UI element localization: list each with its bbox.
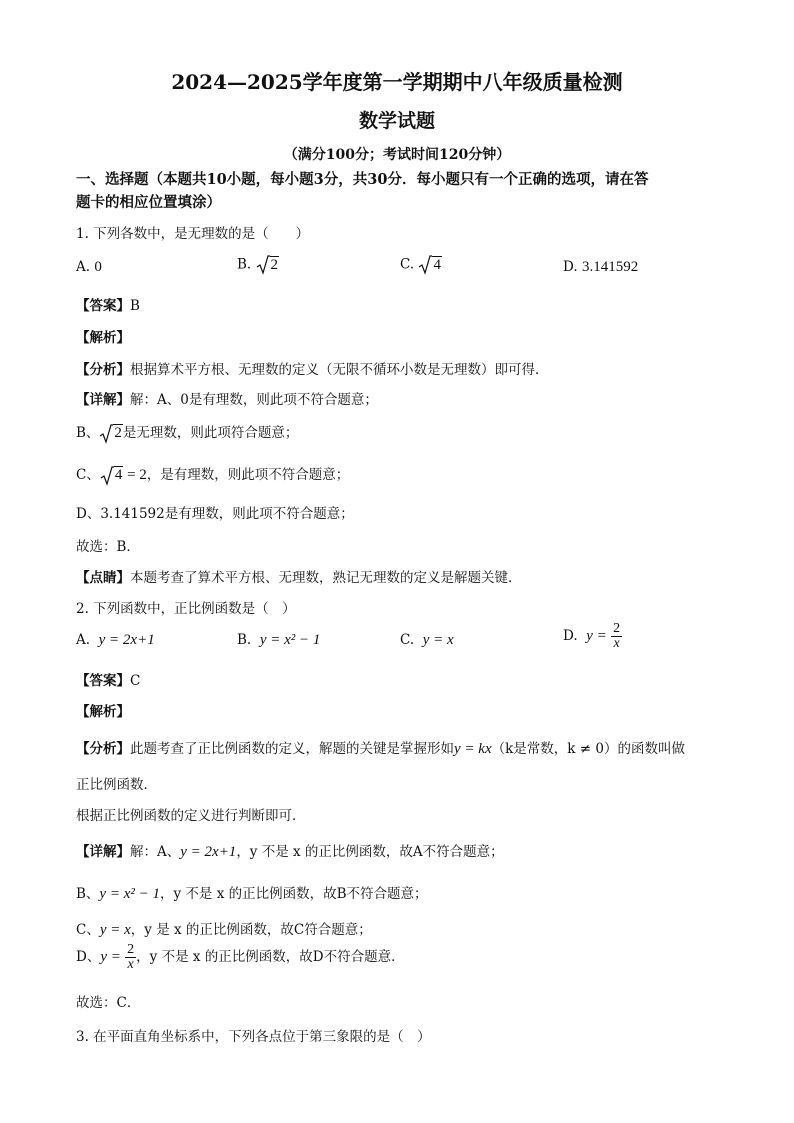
line-prefix: C、 [76, 467, 100, 483]
dianjing-text: 本题考查了算术平方根、无理数，熟记无理数的定义是解题关键． [130, 570, 522, 586]
answer-tag: 【答案】 [76, 298, 130, 314]
fraction [125, 943, 136, 972]
option-letter: C. [400, 632, 415, 648]
option-formula: y = 2x+1 [98, 632, 155, 648]
q1-line-d: D、3.141592是有理数，则此项不符合题意； [76, 506, 354, 522]
fenxi-text: 此题考查了正比例函数的定义，解题的关键是掌握形如 [130, 741, 454, 757]
section-heading-line1: 一、选择题（本题共10小题，每小题3分，共30分．每小题只有一个正确的选项，请在答 [76, 171, 649, 188]
q2-line-a [76, 840, 504, 861]
radicand: 2 [114, 425, 122, 441]
xiangjie-tag: 【详解】 [76, 392, 130, 408]
line-suffix: ，y 是 x 的正比例函数，故C符合题意； [130, 922, 372, 938]
exam-meta: （满分100分；考试时间120分钟） [283, 147, 511, 163]
q1-option-d [563, 259, 638, 276]
option-formula: y = x [422, 632, 454, 648]
line-prefix: D、 [76, 949, 101, 965]
page-subtitle: 数学试题 [358, 110, 435, 132]
line-prefix: C、 [76, 922, 100, 938]
q1-option-b [237, 255, 279, 275]
line-suffix: ，y 不是 x 的正比例函数，故A不符合题意； [236, 844, 504, 860]
q1-option-c [400, 255, 442, 275]
q1-fenxi [76, 358, 549, 378]
fraction-numerator: 2 [613, 621, 621, 636]
section-heading-line2: 题卡的相应位置填涂） [76, 194, 221, 211]
answer-tag: 【答案】 [76, 673, 130, 689]
q1-stem: 1. 下列各数中，是无理数的是（ ） [76, 226, 310, 242]
sqrt-icon [100, 466, 114, 486]
q1-xiangjie [76, 388, 378, 408]
q1-choose: 故选：B． [76, 539, 140, 555]
line-formula: y = x² − 1 [99, 886, 160, 902]
sqrt-icon [256, 255, 270, 275]
option-letter: A. [76, 259, 91, 275]
line-formula: y = 2x+1 [180, 844, 237, 860]
line-suffix: 是无理数，则此项符合题意； [122, 425, 299, 441]
q2-option-b [237, 632, 320, 649]
q1-line-c [76, 463, 349, 486]
fenxi-tag: 【分析】 [76, 741, 130, 757]
option-letter: A. [76, 632, 91, 648]
fraction-denominator: x [127, 957, 134, 972]
q2-answer [76, 669, 140, 689]
q2-fenxi [76, 737, 685, 758]
q1-dianjing [76, 566, 522, 586]
fenxi-tag: 【分析】 [76, 362, 130, 378]
q2-fenxi-line2: 正比例函数． [76, 777, 157, 793]
q1-answer [76, 294, 140, 314]
fenxi-text-2: （k是常数，k ≠ 0）的函数叫做 [491, 741, 685, 757]
option-letter: B. [237, 256, 252, 273]
fenxi-text: 根据算术平方根、无理数的定义（无限不循环小数是无理数）即可得． [130, 362, 549, 378]
radicand: 4 [114, 467, 123, 483]
q2-choose: 故选：C． [76, 995, 141, 1011]
q2-option-d [563, 622, 622, 651]
fraction [611, 622, 622, 651]
line-formula-lhs: y = [100, 949, 121, 965]
sqrt-icon [418, 255, 432, 275]
radicand: 2 [270, 256, 279, 273]
option-formula: y = x² − 1 [259, 632, 321, 648]
option-value: 3.141592 [581, 259, 639, 275]
option-letter: B. [237, 632, 252, 648]
q2-line-d [76, 943, 405, 972]
option-letter: D. [563, 628, 578, 644]
q2-line-c [76, 918, 372, 939]
fraction-numerator: 2 [127, 942, 135, 957]
q1-option-a [76, 259, 102, 276]
line-prefix: B、 [76, 886, 100, 902]
q2-analysis-tag: 【解析】 [76, 704, 130, 720]
option-formula-lhs: y = [586, 628, 607, 644]
xiangjie-text: 解：A、0是有理数，则此项不符合题意； [130, 392, 378, 408]
equation: = 2 [123, 467, 147, 483]
q2-option-a [76, 632, 155, 649]
sqrt-icon [99, 424, 113, 444]
line-prefix: 解：A、 [130, 844, 181, 860]
q2-line-b [76, 882, 428, 903]
q1-analysis-tag: 【解析】 [76, 330, 130, 346]
q2-option-c [400, 632, 454, 649]
option-letter: C. [400, 256, 415, 273]
q2-judge: 根据正比例函数的定义进行判断即可． [76, 808, 306, 824]
q2-stem: 2. 下列函数中，正比例函数是（ ） [76, 601, 296, 617]
option-letter: D. [563, 259, 578, 275]
xiangjie-tag: 【详解】 [76, 844, 130, 860]
q1-line-b [76, 421, 298, 444]
radicand: 4 [433, 256, 441, 273]
answer-value: C [130, 673, 141, 689]
dianjing-tag: 【点睛】 [76, 570, 130, 586]
answer-value: B [130, 298, 140, 314]
page-title: 2024—2025学年度第一学期期中八年级质量检测 [171, 70, 623, 94]
line-suffix: ，是有理数，则此项不符合题意； [146, 467, 350, 483]
fenxi-formula: y = kx [454, 741, 492, 757]
line-suffix: ，y 不是 x 的正比例函数，故B不符合题意； [159, 886, 428, 902]
fraction-denominator: x [613, 636, 620, 651]
line-formula: y = x [99, 922, 131, 938]
option-value: 0 [94, 259, 102, 275]
line-prefix: B、 [76, 425, 100, 441]
line-suffix: ，y 不是 x 的正比例函数，故D不符合题意． [136, 949, 405, 965]
q3-stem: 3. 在平面直角坐标系中，下列各点位于第三象限的是（ ） [76, 1029, 431, 1045]
